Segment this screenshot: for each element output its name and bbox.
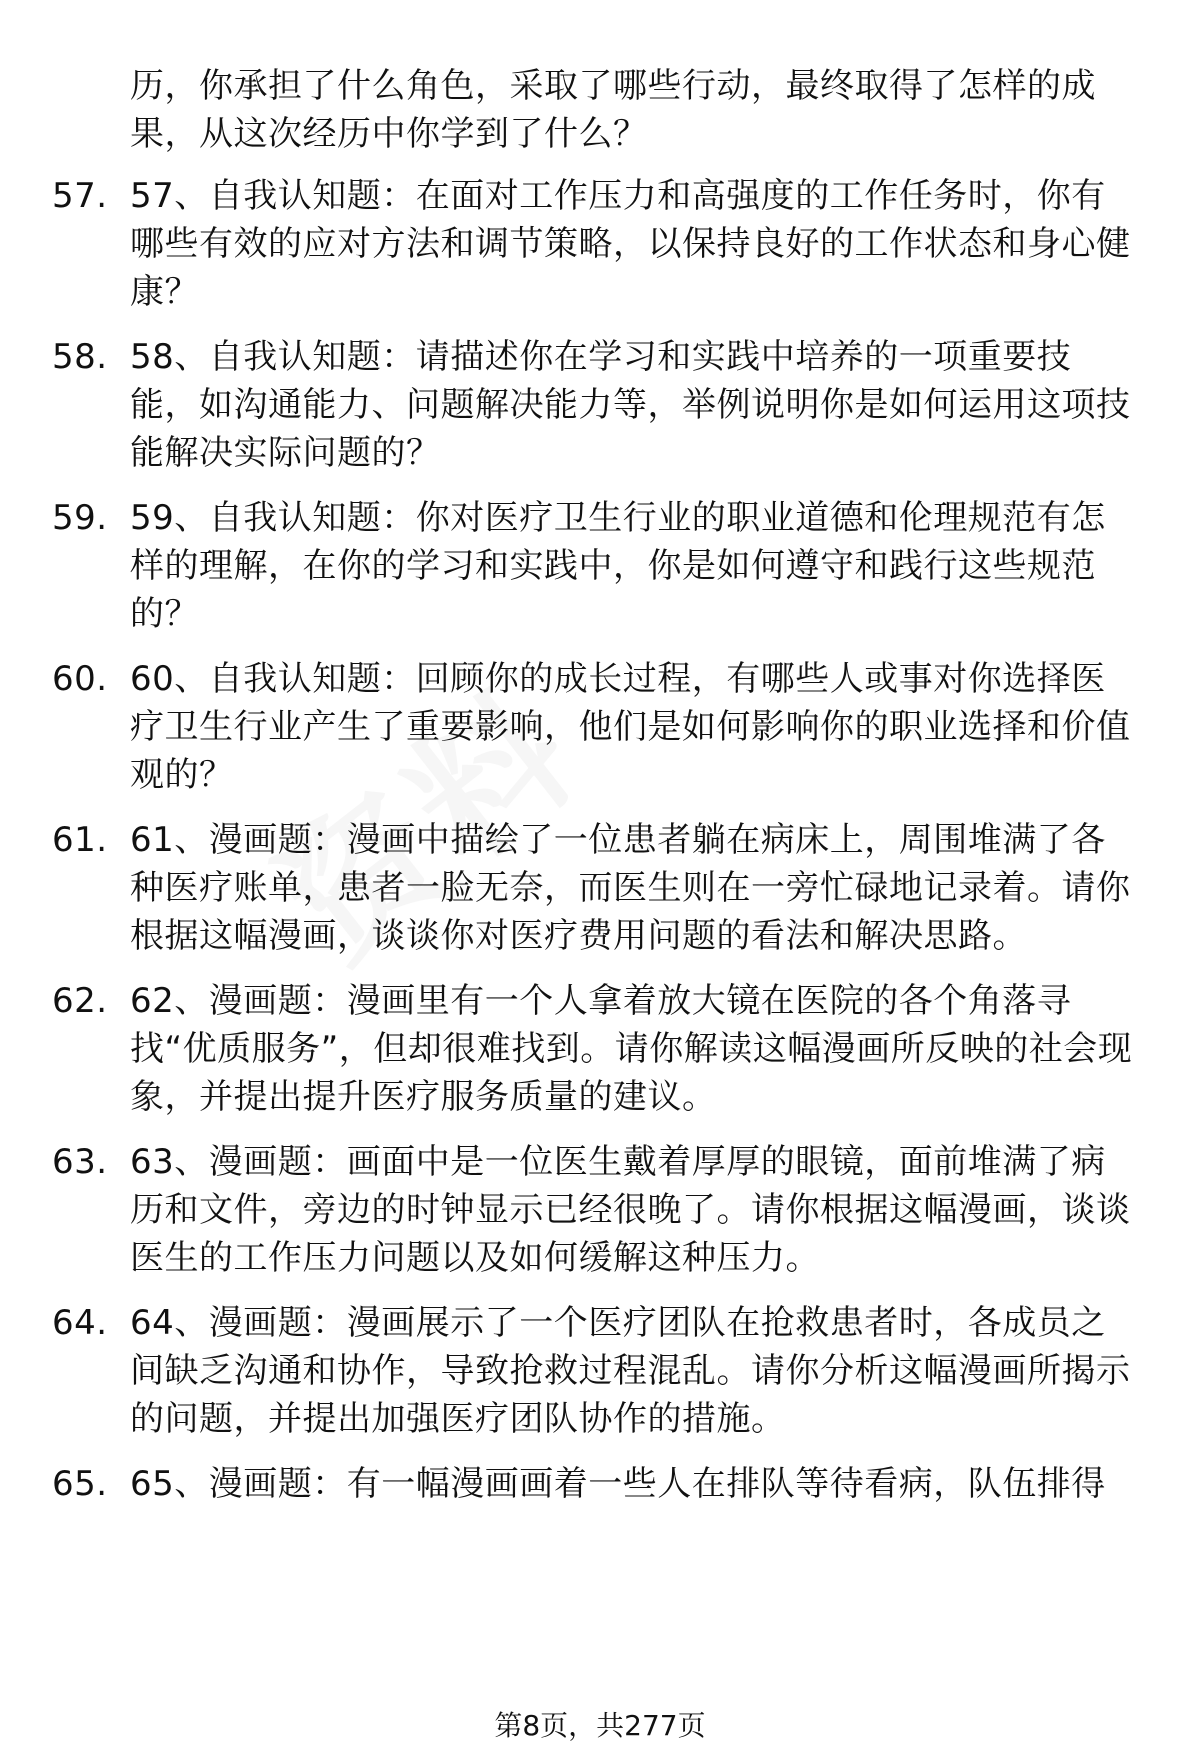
- item-text: 63、漫画题：画面中是一位医生戴着厚厚的眼镜，面前堆满了病历和文件，旁边的时钟显示已经很晚了。请你根据这幅漫画，谈谈医生的工作压力问题以及如何缓解这种压力。: [130, 1142, 1131, 1278]
- item-text: 61、漫画题：漫画中描绘了一位患者躺在病床上，周围堆满了各种医疗账单，患者一脸无奈，而医生则在一旁忙碌地记录着。请你根据这幅漫画，谈谈你对医疗费用问题的看法和解决思路。: [130, 820, 1131, 956]
- item-number: 62.: [52, 981, 108, 1021]
- item-text: 57、自我认知题：在面对工作压力和高强度的工作任务时，你有哪些有效的应对方法和调节策略，以保持良好的工作状态和身心健康？: [130, 176, 1131, 312]
- item-text: 65、漫画题：有一幅漫画画着一些人在排队等待看病，队伍排得: [130, 1464, 1106, 1504]
- item-number: 63.: [52, 1142, 108, 1182]
- item-number: 64.: [52, 1303, 108, 1343]
- item-text: 58、自我认知题：请描述你在学习和实践中培养的一项重要技能，如沟通能力、问题解决能力等，举例说明你是如何运用这项技能解决实际问题的？: [130, 337, 1131, 473]
- item-number: 60.: [52, 659, 108, 699]
- item-number: 57.: [52, 176, 108, 216]
- item-number: 61.: [52, 820, 108, 860]
- item-text: 62、漫画题：漫画里有一个人拿着放大镜在医院的各个角落寻找“优质服务”，但却很难找到。请你解读这幅漫画所反映的社会现象，并提出提升医疗服务质量的建议。: [130, 981, 1133, 1117]
- item-text: 64、漫画题：漫画展示了一个医疗团队在抢救患者时，各成员之间缺乏沟通和协作，导致抢救过程混乱。请你分析这幅漫画所揭示的问题，并提出加强医疗团队协作的措施。: [130, 1303, 1131, 1439]
- page-footer: 第8页，共277页: [494, 1709, 706, 1742]
- item-number: 65.: [52, 1464, 108, 1504]
- continuation-text: 历，你承担了什么角色，采取了哪些行动，最终取得了怎样的成果，从这次经历中你学到了什么？: [130, 66, 1096, 154]
- item-number: 58.: [52, 337, 108, 377]
- item-text: 59、自我认知题：你对医疗卫生行业的职业道德和伦理规范有怎样的理解，在你的学习和实践中，你是如何遵守和践行这些规范的？: [130, 498, 1106, 634]
- item-text: 60、自我认知题：回顾你的成长过程，有哪些人或事对你选择医疗卫生行业产生了重要影响，他们是如何影响你的职业选择和价值观的？: [130, 659, 1131, 795]
- item-number: 59.: [52, 498, 108, 538]
